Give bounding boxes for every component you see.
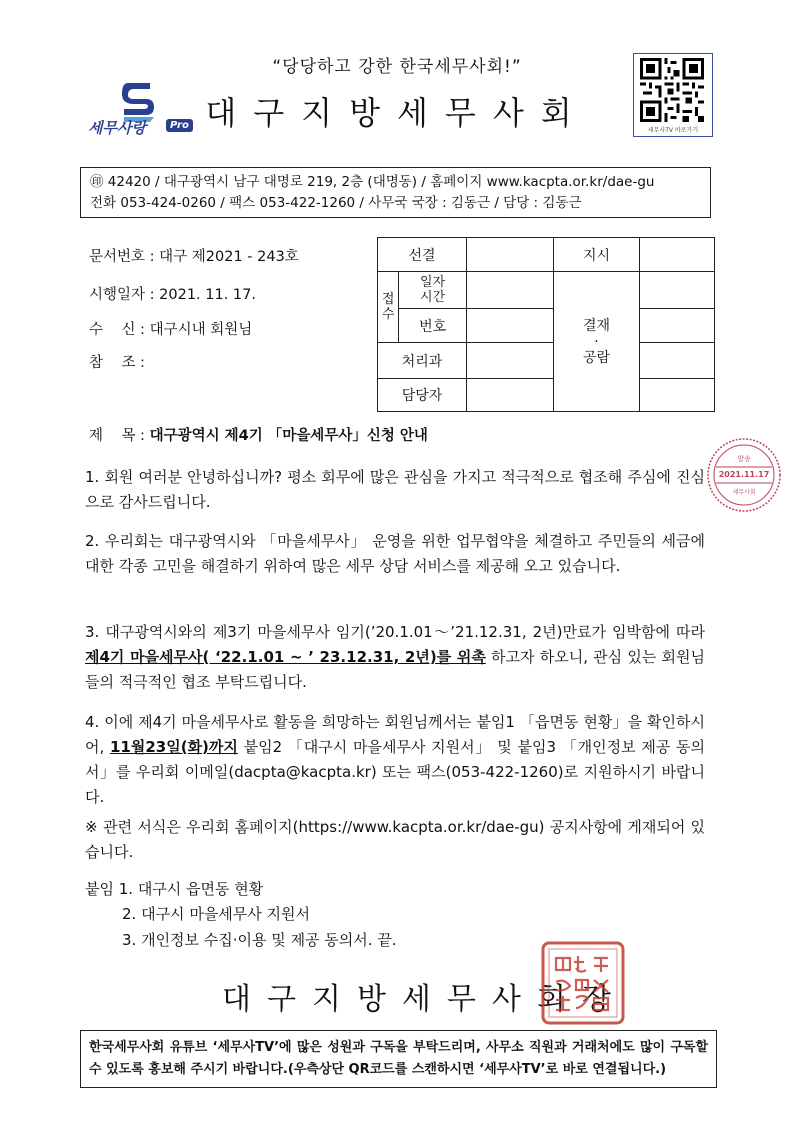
attachment-3: 3. 개인정보 수집·이용 및 제공 동의서. 끝.	[122, 931, 397, 949]
address-line-2: 전화 053-424-0260 / 팩스 053-422-1260 / 사무국 국장 : 김동근 / 담당 : 김동근	[90, 195, 582, 211]
cell-empty	[640, 238, 715, 272]
cell-empty	[640, 379, 715, 412]
dispatch-stamp	[706, 437, 782, 513]
stamp-date: 2021.11.17	[718, 470, 770, 479]
issue-date	[89, 283, 256, 304]
cell-empty	[467, 309, 554, 343]
cell-empty	[640, 343, 715, 379]
cell-gyeoljae-gongram	[554, 272, 640, 412]
logo-badge: Pro	[166, 119, 193, 132]
official-seal	[540, 940, 626, 1026]
issue-date-value: 2021. 11. 17.	[159, 287, 256, 303]
cell-empty	[467, 238, 554, 272]
doc-number-label: 문서번호 :	[89, 249, 155, 265]
cell-seongyeol: 선결	[378, 238, 467, 272]
paragraph-3-a: 3. 대구광역시와의 제3기 마을세무사 임기(’20.1.01～’21.12.31, 2년)만료가 임박함에 따라	[85, 623, 705, 641]
recipient-value: 대구시내 회원님	[149, 322, 253, 338]
approval-table	[377, 237, 715, 412]
sigan-label: 시간	[420, 290, 446, 305]
paragraph-2: 2. 우리회는 대구광역시와 「마을세무사」 운영을 위한 업무협약을 체결하고 주민들의 세금에 대한 각종 고민을 해결하기 위하여 많은 세무 상담 서비스를 제공해 오고 있습니다.	[85, 532, 705, 575]
reference-label: 참 조 :	[89, 355, 145, 371]
cell-empty	[467, 272, 554, 309]
paragraph-4-a: 4. 이에 제4기 마을세무사로 활동을 희망하는 회원님께서는 붙임1 「읍면동 현황」을 확인하시어,	[85, 713, 705, 756]
ilja-label: 일자	[420, 275, 446, 290]
gongram-label: 공람	[582, 349, 611, 366]
cell-damdangja: 담당자	[378, 379, 467, 412]
qr-caption: 세무사TV 바로가기	[647, 127, 699, 134]
subject-label: 제 목 :	[89, 428, 145, 444]
attachment-2: 2. 대구시 마을세무사 지원서	[122, 905, 311, 923]
attachment-1: 붙임 1. 대구시 읍면동 현황	[85, 880, 264, 898]
dot-label: ·	[594, 333, 599, 350]
subject-text: 대구광역시 제4기 「마을세무사」신청 안내	[149, 428, 428, 444]
paragraph-3-c: 하고자 하오니, 관심 있는 회원님들의 적극적인 협조 부탁드립니다.	[85, 648, 705, 691]
cell-cheorigwa: 처리과	[378, 343, 467, 379]
org-title: 대구지방세무사회	[205, 94, 589, 132]
footer-notice: 한국세무사회 유튜브 ‘세무사TV’에 많은 성원과 구독을 부탁드리며, 사무소 직원과 거래처에도 많이 구독할 수 있도록 홍보해 주시기 바랍니다.(우측상단 QR코드를 스캔하시면 ‘세무사TV’로 바로 연결됩니다.)	[80, 1030, 717, 1088]
subject	[89, 424, 428, 445]
doc-number	[89, 245, 299, 266]
cell-jeopsu: 접수	[378, 272, 399, 343]
gyeoljae-label: 결재	[582, 317, 611, 334]
qr-code	[633, 53, 713, 137]
slogan: “당당하고 강한 한국세무사회!”	[272, 57, 522, 77]
cell-empty	[640, 309, 715, 343]
logo-text: 세무사랑	[88, 119, 146, 137]
paragraph-1: 1. 회원 여러분 안녕하십니까? 평소 회무에 많은 관심을 가지고 적극적으로 협조해 주심에 진심으로 감사드립니다.	[85, 468, 705, 511]
issue-date-label: 시행일자 :	[89, 287, 155, 303]
stamp-top: 발송	[737, 455, 751, 463]
recipient-label: 수 신 :	[89, 322, 145, 338]
paragraph-4-deadline: 11월23일(화)까지	[109, 738, 238, 756]
doc-number-value: 대구 제2021 - 243호	[159, 249, 299, 265]
paragraph-4-c: 붙임2 「대구시 마을세무사 지원서」 및 붙임3 「개인정보 제공 동의서」를 우리회 이메일(dacpta@kacpta.kr) 또는 팩스(053-422-1260)로 지원하시기 바랍니다.	[85, 738, 706, 806]
reference	[89, 351, 145, 372]
address-box	[80, 167, 711, 218]
stamp-bottom: 세무사회	[732, 489, 756, 496]
qr-icon	[640, 58, 704, 122]
note: ※ 관련 서식은 우리회 홈페이지(https://www.kacpta.or.kr/dae-gu) 공지사항에 게재되어 있습니다.	[85, 818, 705, 861]
cell-ilja-sigan	[399, 272, 467, 309]
paragraph-3	[85, 620, 705, 695]
paragraph-3-emphasis: 제4기 마을세무사( ‘22.1.01 ~ ’ 23.12.31, 2년)를 위촉	[85, 648, 486, 666]
cell-empty	[640, 272, 715, 309]
recipient	[89, 318, 252, 339]
cell-empty	[467, 379, 554, 412]
address-line-1: ㊞ 42420 / 대구광역시 남구 대명로 219, 2층 (대명동) / 홈페이지 www.kacpta.or.kr/dae-gu	[90, 174, 655, 190]
cell-empty	[467, 343, 554, 379]
cell-jisi: 지시	[554, 238, 640, 272]
signature: 대구지방세무사회장	[222, 982, 627, 1017]
paragraph-4	[85, 710, 705, 810]
cell-beonho: 번호	[399, 309, 467, 343]
